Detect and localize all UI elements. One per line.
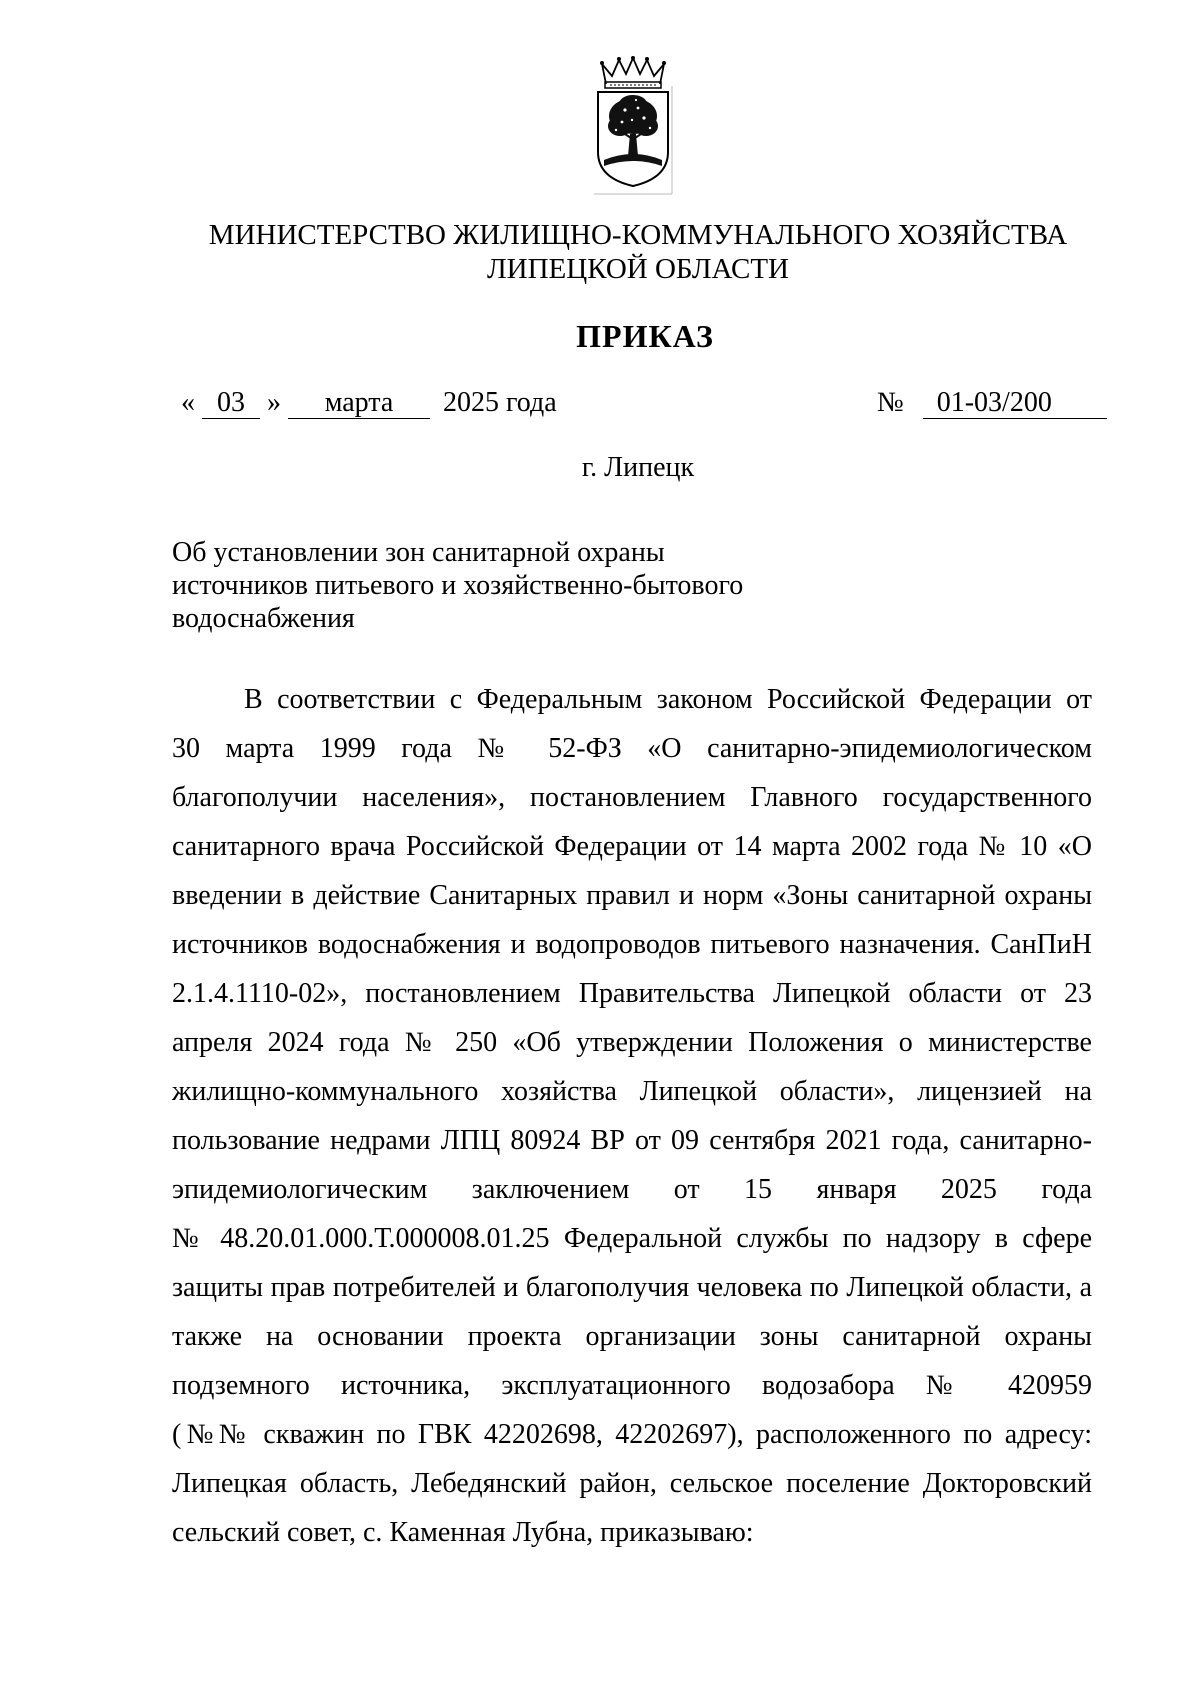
order-body	[172, 675, 1092, 1557]
body-line: благополучии населения», постановлением Главного государственного	[172, 782, 1092, 813]
body-line: сельский совет, с. Каменная Лубна, приказываю:	[172, 1517, 754, 1548]
subject-line: источников питьевого и хозяйственно-бытового	[172, 570, 744, 601]
body-line: жилищно-коммунального хозяйства Липецкой области», лицензией на	[172, 1076, 1092, 1107]
body-line: санитарного врача Российской Федерации от 14 марта 2002 года № 10 «О	[172, 831, 1092, 862]
order-month: марта	[288, 388, 430, 419]
body-line: источников водоснабжения и водопроводов питьевого назначения. СанПиН	[172, 929, 1092, 960]
body-line: 2.1.4.1110-02», постановлением Правительства Липецкой области от 23	[172, 978, 1092, 1009]
body-line: (№№ скважин по ГВК 42202698, 42202697), расположенного по адресу:	[172, 1419, 1092, 1450]
document-type-title: ПРИКАЗ	[576, 318, 714, 354]
city-name: г. Липецк	[581, 452, 695, 483]
order-number: 01-03/200	[923, 388, 1107, 419]
ministry-name-line1: МИНИСТЕРСТВО ЖИЛИЩНО-КОММУНАЛЬНОГО ХОЗЯЙСТВА	[208, 219, 1068, 251]
body-line: введении в действие Санитарных правил и норм «Зоны санитарной охраны	[172, 880, 1092, 911]
subject-line: Об установлении зон санитарной охраны	[172, 537, 665, 568]
order-date	[181, 386, 557, 420]
subject-line: водоснабжения	[172, 603, 355, 634]
body-line: 30 марта 1999 года № 52-ФЗ «О санитарно-эпидемиологическом	[172, 733, 1092, 764]
date-close-quote: »	[267, 387, 281, 418]
body-line: эпидемиологическим заключением от 15 января 2025 года	[172, 1174, 1092, 1205]
ministry-name-line2: ЛИПЕЦКОЙ ОБЛАСТИ	[486, 253, 789, 285]
body-line: Липецкая область, Лебедянский район, сельское поселение Докторовский	[172, 1468, 1092, 1499]
order-subject	[172, 536, 743, 635]
date-open-quote: «	[181, 387, 195, 418]
coat-of-arms-icon	[592, 56, 674, 196]
order-day: 03	[202, 388, 260, 419]
body-line: подземного источника, эксплуатационного водозабора № 420959	[172, 1370, 1092, 1401]
body-line: апреля 2024 года № 250 «Об утверждении Положения о министерстве	[172, 1027, 1092, 1058]
body-line: пользование недрами ЛПЦ 80924 ВР от 09 сентября 2021 года, санитарно-	[172, 1125, 1092, 1156]
body-line: В соответствии с Федеральным законом Российской Федерации от	[244, 684, 1092, 715]
body-line: защиты прав потребителей и благополучия человека по Липецкой области, а	[172, 1272, 1092, 1303]
body-line: № 48.20.01.000.Т.000008.01.25 Федеральной службы по надзору в сфере	[172, 1223, 1092, 1254]
body-line: также на основании проекта организации зоны санитарной охраны	[172, 1321, 1092, 1352]
ministry-name	[0, 218, 1200, 286]
number-sign: №	[877, 387, 904, 418]
order-year: 2025 года	[443, 387, 557, 418]
order-number-block	[877, 386, 1107, 420]
